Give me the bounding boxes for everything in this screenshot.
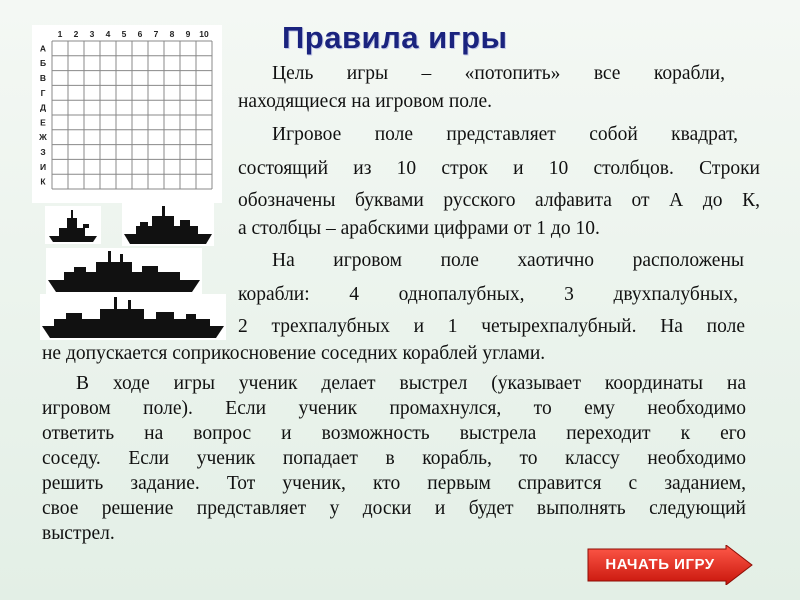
grid-row-label: А bbox=[39, 43, 47, 54]
ships-line-3: 2 трехпалубных и 1 четырехпалубный. На поле bbox=[238, 316, 745, 337]
field-line-1: Игровое поле представляет собой квадрат, bbox=[272, 124, 738, 145]
process-line-7: выстрел. bbox=[42, 523, 115, 544]
ships-line-2: корабли: 4 однопалубных, 3 двухпалубных, bbox=[238, 284, 738, 305]
grid-row-label: Б bbox=[39, 58, 47, 69]
process-line-5: решить задание. Тот ученик, кто первым справится с заданием, bbox=[42, 473, 746, 494]
grid-column-label: 3 bbox=[89, 29, 95, 39]
grid-column-label: 6 bbox=[137, 29, 143, 39]
field-line-4: а столбцы – арабскими цифрами от 1 до 10. bbox=[238, 218, 600, 239]
process-line-3: ответить на вопрос и возможность выстрела переходит к его bbox=[42, 423, 746, 444]
field-line-3: обозначены буквами русского алфавита от А до К, bbox=[238, 190, 760, 211]
ships-line-4: не допускается соприкосновение соседних кораблей углами. bbox=[42, 343, 546, 364]
game-grid bbox=[32, 25, 222, 203]
grid-row-label: К bbox=[40, 176, 46, 187]
process-line-4: соседу. Если ученик попадает в корабль, то классу необходимо bbox=[42, 448, 746, 469]
process-line-2: игровом поле). Если ученик промахнулся, то ему необходимо bbox=[42, 398, 746, 419]
goal-line-2: находящиеся на игровом поле. bbox=[238, 91, 493, 112]
goal-line-1: Цель игры – «потопить» все корабли, bbox=[272, 63, 725, 84]
ship-small-icon bbox=[45, 206, 101, 244]
grid-row-label: Ж bbox=[39, 132, 47, 143]
process-line-1: В ходе игры ученик делает выстрел (указывает координаты на bbox=[76, 373, 746, 394]
grid-column-label: 5 bbox=[121, 29, 127, 39]
grid-column-label: 4 bbox=[105, 29, 111, 39]
grid-column-label: 2 bbox=[73, 29, 79, 39]
grid-row-label: З bbox=[40, 147, 46, 157]
grid-column-label: 9 bbox=[185, 29, 191, 39]
ship-medium-icon bbox=[122, 202, 214, 246]
ship-xlarge-icon bbox=[40, 294, 226, 340]
grid-row-label: И bbox=[39, 161, 47, 172]
start-game-label: НАЧАТЬ ИГРУ bbox=[605, 556, 715, 573]
grid-row-label: Д bbox=[39, 102, 47, 113]
grid-column-label: 8 bbox=[169, 29, 175, 39]
ship-large-icon bbox=[46, 248, 202, 294]
field-line-2: состоящий из 10 строк и 10 столбцов. Строки bbox=[238, 158, 760, 179]
grid-column-label: 1 bbox=[57, 29, 63, 39]
grid-row-label: В bbox=[39, 73, 47, 83]
grid-row-label: Е bbox=[40, 117, 46, 128]
grid-row-label: Г bbox=[40, 87, 46, 98]
grid-column-label: 7 bbox=[153, 29, 159, 39]
ships-line-1: На игровом поле хаотично расположены bbox=[272, 250, 744, 271]
grid-column-label: 10 bbox=[199, 29, 209, 39]
start-game-button[interactable] bbox=[586, 545, 756, 585]
process-line-6: свое решение представляет у доски и будет выполнять следующий bbox=[42, 498, 746, 519]
page-title: Правила игры bbox=[282, 20, 508, 55]
